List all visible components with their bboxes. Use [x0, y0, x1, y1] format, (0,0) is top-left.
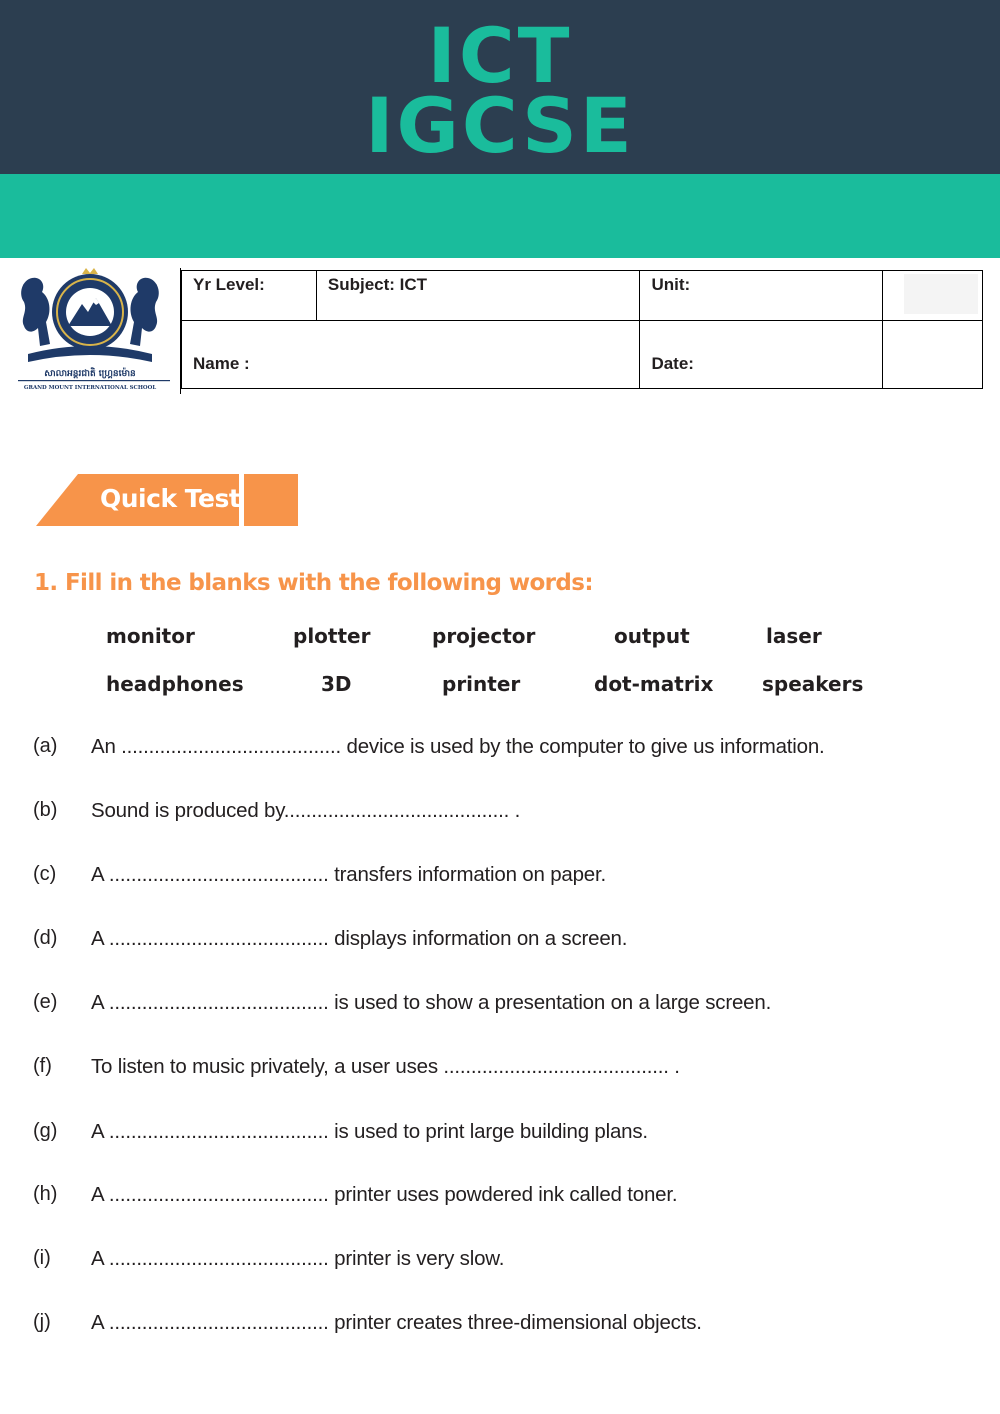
word-bank-item: printer — [442, 672, 521, 696]
svg-text:សាលាអន្តរជាតិ ហ្គ្រេនម៉ោន: សាលាអន្តរជាតិ ហ្គ្រេនម៉ោន — [44, 369, 136, 379]
fill-blank-item[interactable]: A ........................................ is used to show a presentation on a large screen. — [91, 991, 772, 1014]
name-field[interactable]: Name : — [182, 321, 640, 389]
fill-blank-item[interactable]: A ........................................ transfers information on paper. — [91, 863, 606, 886]
fill-blank-item[interactable]: Sound is produced by......................................... . — [91, 799, 521, 822]
fill-blank-item[interactable]: A ........................................ printer uses powdered ink called toner. — [91, 1183, 678, 1206]
fill-blank-item[interactable]: A ........................................ is used to print large building plans. — [91, 1120, 648, 1143]
item-label: (j) — [33, 1311, 51, 1333]
word-bank-item: speakers — [762, 672, 864, 696]
word-bank-item: 3D — [321, 672, 352, 696]
svg-text:GRAND MOUNT INTERNATIONAL SCHO: GRAND MOUNT INTERNATIONAL SCHOOL — [23, 385, 157, 391]
empty-cell-bottom — [883, 321, 983, 389]
date-field[interactable]: Date: — [640, 321, 883, 389]
item-label: (i) — [33, 1247, 51, 1269]
word-bank-item: output — [614, 624, 690, 648]
word-bank-item: dot-matrix — [594, 672, 714, 696]
title-line-2: IGCSE — [365, 81, 635, 170]
subject-field: Subject: ICT — [316, 271, 640, 321]
word-bank-item: plotter — [293, 624, 371, 648]
school-logo — [10, 268, 170, 394]
fill-blank-item[interactable]: To listen to music privately, a user uses ......................................... . — [91, 1055, 680, 1078]
item-label: (e) — [33, 991, 58, 1013]
header-accent-band — [0, 174, 1000, 258]
item-label: (b) — [33, 799, 58, 821]
fill-blank-item[interactable]: A ........................................ displays information on a screen. — [91, 927, 628, 950]
student-info-table — [181, 270, 983, 389]
word-bank-item: monitor — [106, 624, 195, 648]
empty-cell-top — [883, 271, 983, 321]
word-bank-item: headphones — [106, 672, 244, 696]
item-label: (d) — [33, 927, 58, 949]
item-label: (g) — [33, 1120, 58, 1142]
fill-blank-item[interactable]: A ........................................ printer creates three-dimensional objects. — [91, 1311, 702, 1334]
word-bank-item: laser — [766, 624, 822, 648]
item-label: (c) — [33, 863, 57, 885]
item-label: (a) — [33, 735, 58, 757]
word-bank-item: projector — [432, 624, 536, 648]
question-title: 1. Fill in the blanks with the following words: — [34, 570, 593, 596]
fill-blank-item[interactable]: An ........................................ device is used by the computer to give us information. — [91, 735, 825, 758]
fill-blank-item[interactable]: A ........................................ printer is very slow. — [91, 1247, 505, 1270]
title-line-1: ICT — [427, 11, 573, 100]
yr-level-field[interactable]: Yr Level: — [182, 271, 317, 321]
item-label: (f) — [33, 1055, 52, 1077]
quick-test-label: Quick Test — [100, 484, 241, 513]
item-label: (h) — [33, 1183, 58, 1205]
unit-field[interactable]: Unit: — [640, 271, 883, 321]
